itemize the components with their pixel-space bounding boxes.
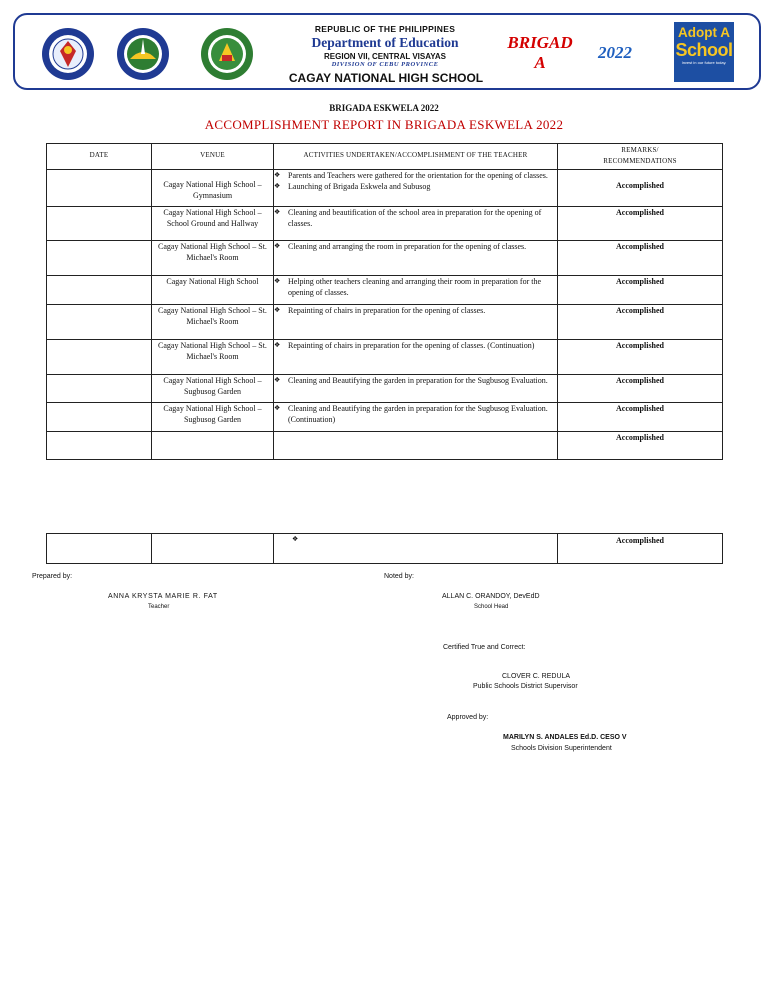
activity-item — [274, 241, 557, 252]
adopt-line-2: School — [675, 40, 733, 60]
deped-seal-logo — [41, 27, 95, 81]
date-cell — [47, 241, 152, 276]
bullet-icon: ❖ — [292, 535, 299, 543]
remarks-column-header — [558, 144, 723, 170]
prepared-by-label: Prepared by: — [32, 573, 73, 580]
date-cell — [47, 170, 152, 207]
activity-text: Cleaning and Beautifying the garden in preparation for the Sugbusog Evaluation. — [288, 376, 548, 385]
date-cell — [47, 276, 152, 305]
venue-cell: Cagay National High School – Sugbusog Garden — [152, 375, 274, 403]
venue-column-header: VENUE — [152, 144, 274, 170]
venue-cell: Cagay National High School – Gymnasium — [152, 170, 274, 207]
venue-cell: Cagay National High School – St. Michael's Room — [152, 340, 274, 375]
prepared-by-name: ANNA KRYSTA MARIE R. FAT — [108, 593, 218, 600]
adopt-a-school-logo — [674, 22, 734, 82]
activity-item — [274, 305, 557, 316]
bullet-icon: ❖ — [274, 306, 281, 314]
bullet-icon: ❖ — [274, 404, 281, 412]
date-column-header: DATE — [47, 144, 152, 170]
table-row — [47, 534, 723, 564]
remarks-cell: Accomplished — [558, 403, 723, 432]
header-year: 2022 — [598, 43, 632, 62]
certified-name: CLOVER C. REDULA — [502, 673, 571, 680]
table-row — [47, 403, 723, 432]
department-label: Department of Education — [311, 35, 459, 50]
remarks-cell: Accomplished — [558, 340, 723, 375]
activities-column-header: ACTIVITIES UNDERTAKEN/ACCOMPLISHMENT OF THE TEACHER — [274, 144, 558, 170]
venue-cell: Cagay National High School — [152, 276, 274, 305]
activity-item — [274, 181, 557, 192]
activity-item — [274, 340, 557, 351]
activity-text: Cleaning and Beautifying the garden in preparation for the Sugbusog Evaluation. (Continuation) — [288, 404, 548, 424]
venue-cell — [152, 432, 274, 460]
activities-cell — [274, 432, 558, 460]
region-label: REGION VII, CENTRAL VISAYAS — [324, 52, 446, 61]
remarks-header-line-1: REMARKS/ — [621, 146, 659, 154]
noted-by-title: School Head — [474, 604, 509, 610]
republic-label: REPUBLIC OF THE PHILIPPINES — [314, 24, 456, 34]
prepared-by-title: Teacher — [148, 604, 170, 610]
remarks-cell: Accomplished — [558, 534, 723, 564]
report-subtitle: ACCOMPLISHMENT REPORT IN BRIGADA ESKWELA 2022 — [204, 117, 564, 132]
remarks-cell: Accomplished — [558, 170, 723, 207]
bullet-icon: ❖ — [274, 171, 281, 179]
brigada-line-1: BRIGAD — [507, 33, 573, 52]
activities-cell — [274, 534, 558, 564]
letterhead-text — [280, 24, 490, 68]
venue-cell: Cagay National High School – Sugbusog Garden — [152, 403, 274, 432]
remarks-header-line-2: RECOMMENDATIONS — [603, 157, 677, 165]
venue-cell — [152, 534, 274, 564]
remarks-cell: Accomplished — [558, 375, 723, 403]
bullet-icon: ❖ — [274, 208, 281, 216]
activity-item — [274, 375, 557, 386]
table-row — [47, 432, 723, 460]
table-header-row — [47, 144, 723, 170]
noted-by-label: Noted by: — [384, 573, 414, 580]
date-cell — [47, 340, 152, 375]
activity-text: Cleaning and beautification of the school area in preparation for the opening of classes. — [288, 208, 542, 228]
report-title: BRIGADA ESKWELA 2022 — [329, 103, 439, 113]
activity-item — [274, 207, 557, 229]
bullet-icon: ❖ — [274, 341, 281, 349]
date-cell — [47, 432, 152, 460]
approved-by-label: Approved by: — [447, 714, 489, 721]
activity-text: Helping other teachers cleaning and arranging their room in preparation for the opening of classes. — [288, 277, 542, 297]
school-seal-logo — [200, 27, 254, 81]
certified-title: Public Schools District Supervisor — [473, 683, 578, 690]
division-label: DIVISION OF CEBU PROVINCE — [331, 61, 439, 68]
activity-text: Repainting of chairs in preparation for the opening of classes. (Continuation) — [288, 341, 535, 350]
date-cell — [47, 534, 152, 564]
table-row — [47, 207, 723, 241]
adopt-tagline: Invest in our future today. — [681, 60, 727, 65]
table-row — [47, 241, 723, 276]
activities-cell — [274, 305, 558, 340]
approved-by-name: MARILYN S. ANDALES Ed.D. CESO V — [503, 734, 627, 741]
activity-text: Parents and Teachers were gathered for the orientation for the opening of classes. — [288, 171, 548, 180]
remarks-cell: Accomplished — [558, 276, 723, 305]
activities-cell — [274, 241, 558, 276]
approved-by-title: Schools Division Superintendent — [511, 745, 612, 752]
remarks-cell: Accomplished — [558, 432, 723, 460]
activities-cell — [274, 276, 558, 305]
adopt-line-1: Adopt A — [678, 25, 730, 40]
table-row — [47, 340, 723, 375]
brigada-line-2: A — [534, 53, 546, 72]
certified-label: Certified True and Correct: — [443, 644, 526, 651]
remarks-cell: Accomplished — [558, 241, 723, 276]
remarks-cell: Accomplished — [558, 207, 723, 241]
table-row — [47, 170, 723, 207]
activity-item — [274, 170, 557, 181]
bullet-icon: ❖ — [274, 277, 281, 285]
table-row — [47, 305, 723, 340]
activities-cell — [274, 170, 558, 207]
bullet-icon: ❖ — [274, 376, 281, 384]
activity-text: Repainting of chairs in preparation for the opening of classes. — [288, 306, 486, 315]
activity-item — [274, 276, 557, 298]
date-cell — [47, 305, 152, 340]
date-cell — [47, 207, 152, 241]
activities-cell — [274, 340, 558, 375]
noted-by-name: ALLAN C. ORANDOY, DevEdD — [442, 593, 540, 600]
accomplishment-table-continued — [46, 533, 723, 564]
cebu-province-seal-logo — [116, 27, 170, 81]
activities-cell — [274, 375, 558, 403]
date-cell — [47, 403, 152, 432]
date-cell — [47, 375, 152, 403]
remarks-cell: Accomplished — [558, 305, 723, 340]
activity-text: Launching of Brigada Eskwela and Subusog — [288, 182, 431, 191]
venue-cell: Cagay National High School – St. Michael's Room — [152, 305, 274, 340]
brigada-heading — [500, 33, 580, 73]
bullet-icon: ❖ — [274, 242, 281, 250]
activity-item — [274, 403, 557, 425]
bullet-icon: ❖ — [274, 182, 281, 190]
table-row — [47, 375, 723, 403]
venue-cell: Cagay National High School – School Ground and Hallway — [152, 207, 274, 241]
venue-cell: Cagay National High School – St. Michael's Room — [152, 241, 274, 276]
school-name: CAGAY NATIONAL HIGH SCHOOL — [288, 71, 484, 85]
activities-cell — [274, 403, 558, 432]
accomplishment-table — [46, 143, 723, 460]
activities-cell — [274, 207, 558, 241]
activity-text: Cleaning and arranging the room in preparation for the opening of classes. — [288, 242, 527, 251]
table-row — [47, 276, 723, 305]
